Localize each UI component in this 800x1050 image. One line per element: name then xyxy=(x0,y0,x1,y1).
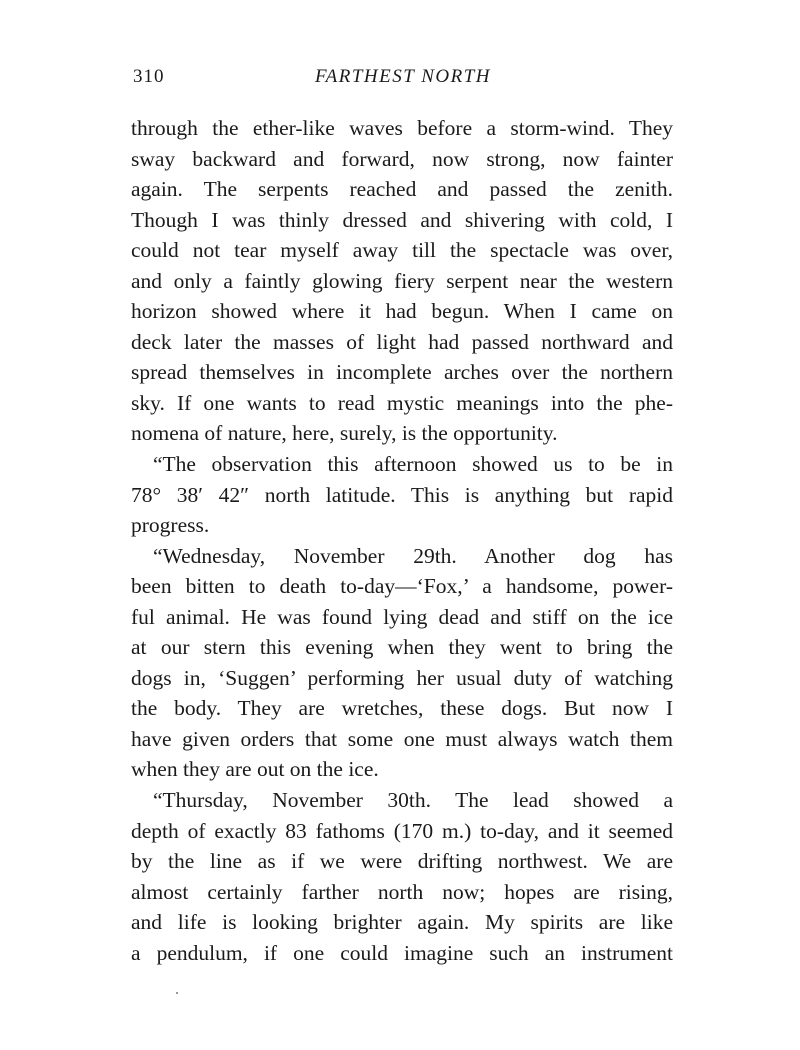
text-line: nomena of nature, here, surely, is the opportunity. xyxy=(131,421,558,446)
text-line: spread themselves in incomplete arches over the northern xyxy=(131,360,673,385)
text-line: dogs in, ‘Suggen’ performing her usual duty of watching xyxy=(131,665,673,690)
text-line: sky. If one wants to read mystic meanings into the phe- xyxy=(131,390,673,415)
body-text xyxy=(131,113,673,968)
text-line: could not tear myself away till the spectacle was over, xyxy=(131,238,673,263)
text-line: almost certainly farther north now; hopes are rising, xyxy=(131,879,673,904)
text-line: “Wednesday, November 29th. Another dog has xyxy=(153,543,673,568)
text-line: when they are out on the ice. xyxy=(131,757,379,782)
text-line: progress. xyxy=(131,513,210,538)
text-line: again. The serpents reached and passed the zenith. xyxy=(131,177,673,202)
ink-speck xyxy=(176,992,178,994)
text-line: sway backward and forward, now strong, now fainter xyxy=(131,146,673,171)
text-line: horizon showed where it had begun. When I came on xyxy=(131,299,673,324)
text-line: 78° 38′ 42″ north latitude. This is anything but rapid xyxy=(131,482,673,507)
text-line: “The observation this afternoon showed us to be in xyxy=(153,452,673,477)
text-line: “Thursday, November 30th. The lead showed a xyxy=(153,788,673,813)
text-line: depth of exactly 83 fathoms (170 m.) to-day, and it seemed xyxy=(131,818,673,843)
running-title: FARTHEST NORTH xyxy=(314,66,492,87)
text-line: a pendulum, if one could imagine such an instrument xyxy=(131,940,673,965)
text-line: ful animal. He was found lying dead and stiff on the ice xyxy=(131,604,673,629)
text-line: through the ether-like waves before a storm-wind. They xyxy=(131,116,673,140)
text-line: have given orders that some one must always watch them xyxy=(131,726,673,751)
text-line: and only a faintly glowing fiery serpent near the western xyxy=(131,268,673,293)
text-line: the body. They are wretches, these dogs. But now I xyxy=(131,696,673,721)
text-line: been bitten to death to-day—‘Fox,’ a handsome, power- xyxy=(131,574,673,599)
text-line: Though I was thinly dressed and shivering with cold, I xyxy=(131,207,673,232)
running-head xyxy=(133,62,673,92)
text-line: at our stern this evening when they went to bring the xyxy=(131,635,673,660)
text-line: deck later the masses of light had passed northward and xyxy=(131,329,673,354)
text-line: by the line as if we were drifting northwest. We are xyxy=(131,849,673,874)
text-line: and life is looking brighter again. My spirits are like xyxy=(131,910,673,935)
page-number: 310 xyxy=(133,66,165,87)
